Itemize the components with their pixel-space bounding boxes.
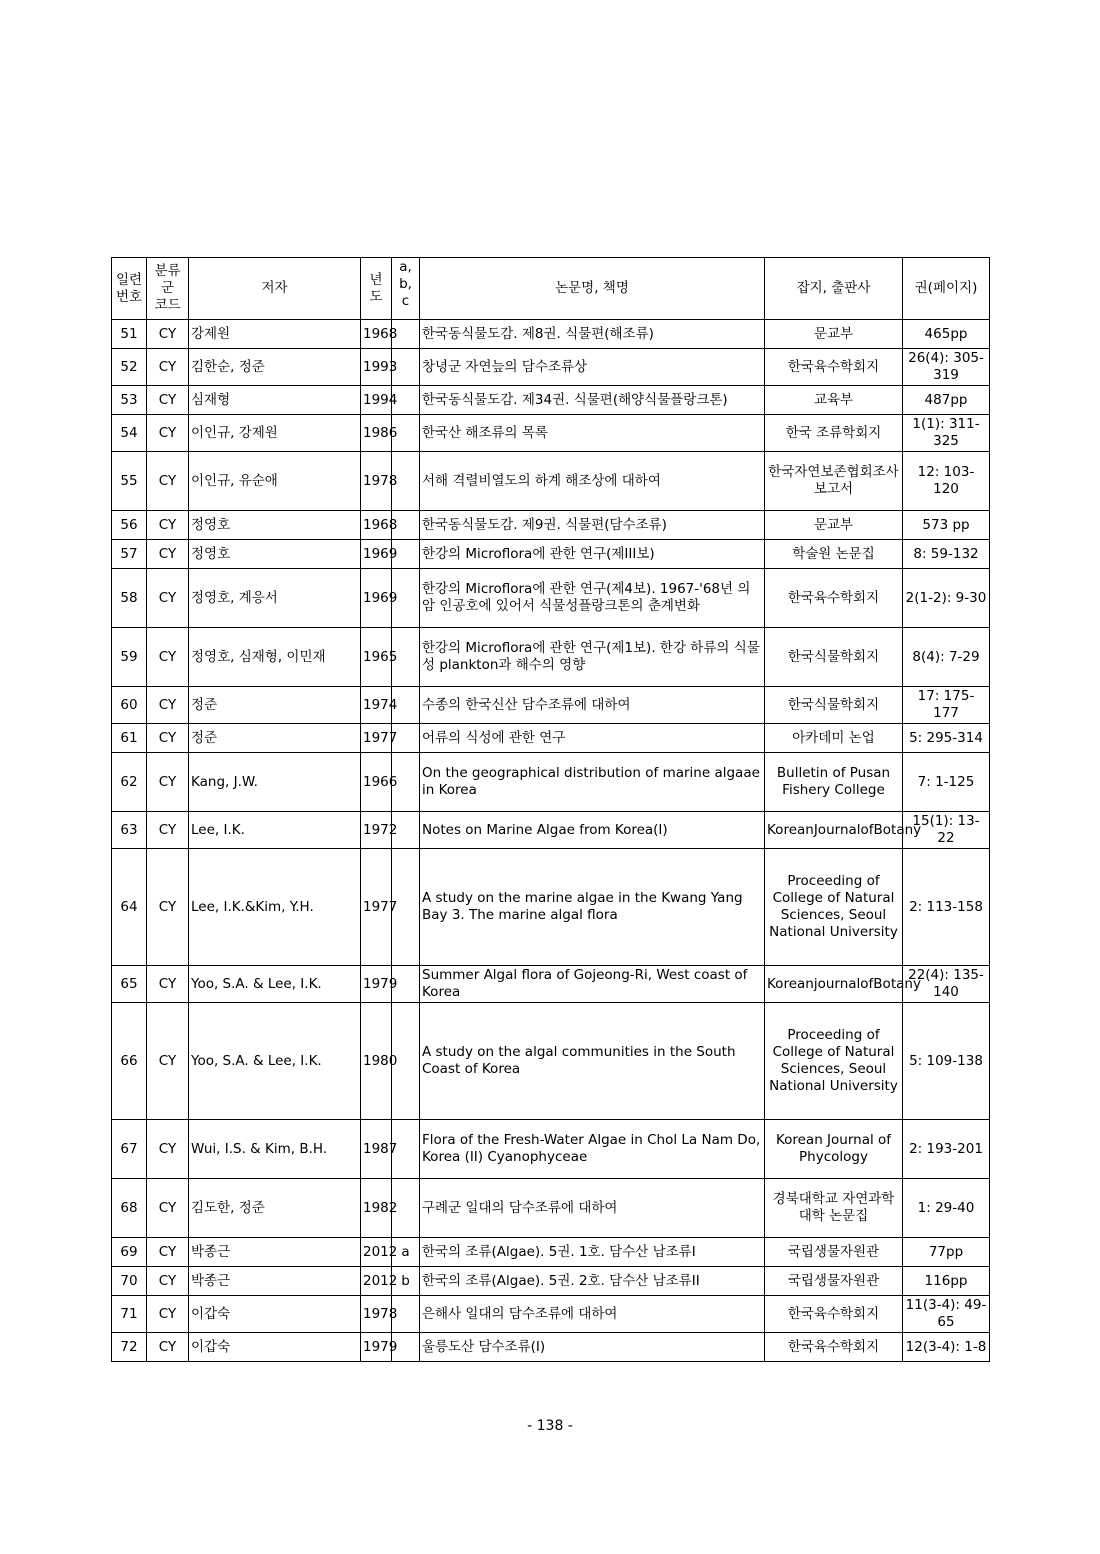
cell-publisher: 한국육수학회지 — [765, 1296, 903, 1333]
cell-volume: 2(1-2): 9-30 — [903, 569, 990, 628]
cell-author: Yoo, S.A. & Lee, I.K. — [189, 966, 361, 1003]
cell-author: 정영호, 심재형, 이민재 — [189, 628, 361, 687]
cell-code: CY — [147, 1179, 189, 1238]
cell-author: Yoo, S.A. & Lee, I.K. — [189, 1003, 361, 1120]
table-row — [112, 628, 990, 687]
cell-title: 울릉도산 담수조류(I) — [420, 1333, 765, 1362]
cell-volume: 573 pp — [903, 511, 990, 540]
cell-publisher: Proceeding of College of Natural Sciences, Seoul National University — [765, 1003, 903, 1120]
cell-publisher: Korean Journal of Phycology — [765, 1120, 903, 1179]
col-header-code: 분류군 코드 — [147, 258, 189, 320]
cell-publisher: Bulletin of Pusan Fishery College — [765, 753, 903, 812]
cell-title: 구례군 일대의 담수조류에 대하여 — [420, 1179, 765, 1238]
col-header-volume: 권(페이지) — [903, 258, 990, 320]
table-row — [112, 320, 990, 349]
cell-year: 1966 — [361, 753, 392, 812]
cell-publisher: 한국육수학회지 — [765, 349, 903, 386]
cell-volume: 2: 193-201 — [903, 1120, 990, 1179]
cell-author: 김도한, 정준 — [189, 1179, 361, 1238]
cell-author: Kang, J.W. — [189, 753, 361, 812]
cell-code: CY — [147, 849, 189, 966]
cell-no: 67 — [112, 1120, 147, 1179]
col-header-title: 논문명, 책명 — [420, 258, 765, 320]
cell-author: 이갑숙 — [189, 1296, 361, 1333]
reference-table — [111, 257, 990, 1362]
cell-volume: 5: 295-314 — [903, 724, 990, 753]
cell-code: CY — [147, 628, 189, 687]
col-header-year: 년도 — [361, 258, 392, 320]
cell-title: 한국산 해조류의 목록 — [420, 415, 765, 452]
cell-author: 박종근 — [189, 1238, 361, 1267]
cell-no: 56 — [112, 511, 147, 540]
table-row — [112, 1267, 990, 1296]
col-header-abc: a, b, c — [392, 258, 420, 320]
cell-no: 63 — [112, 812, 147, 849]
table-row — [112, 1296, 990, 1333]
cell-publisher: 국립생물자원관 — [765, 1267, 903, 1296]
table-row — [112, 386, 990, 415]
cell-author: 정준 — [189, 724, 361, 753]
cell-title: Summer Algal flora of Gojeong-Ri, West coast of Korea — [420, 966, 765, 1003]
table-row — [112, 511, 990, 540]
cell-volume: 12(3-4): 1-8 — [903, 1333, 990, 1362]
cell-abc: a — [392, 1238, 420, 1267]
cell-year: 1986 — [361, 415, 392, 452]
cell-publisher: 한국육수학회지 — [765, 1333, 903, 1362]
cell-no: 57 — [112, 540, 147, 569]
cell-code: CY — [147, 569, 189, 628]
cell-author: 정영호, 계응서 — [189, 569, 361, 628]
cell-no: 54 — [112, 415, 147, 452]
cell-year: 1965 — [361, 628, 392, 687]
table-row — [112, 540, 990, 569]
cell-volume: 26(4): 305-319 — [903, 349, 990, 386]
cell-code: CY — [147, 540, 189, 569]
col-header-no: 일련 번호 — [112, 258, 147, 320]
cell-code: CY — [147, 1296, 189, 1333]
cell-title: 한강의 Microflora에 관한 연구(제4보). 1967-'68년 의암 인공호에 있어서 식물성플랑크톤의 춘계변화 — [420, 569, 765, 628]
table-row — [112, 415, 990, 452]
cell-no: 66 — [112, 1003, 147, 1120]
cell-year: 1977 — [361, 849, 392, 966]
col-header-author: 저자 — [189, 258, 361, 320]
cell-year: 1974 — [361, 687, 392, 724]
cell-year: 1980 — [361, 1003, 392, 1120]
cell-author: 정영호 — [189, 540, 361, 569]
cell-title: 한강의 Microflora에 관한 연구(제1보). 한강 하류의 식물성 plankton과 해수의 영향 — [420, 628, 765, 687]
cell-no: 60 — [112, 687, 147, 724]
cell-publisher: 문교부 — [765, 320, 903, 349]
cell-publisher: 경북대학교 자연과학대학 논문집 — [765, 1179, 903, 1238]
cell-code: CY — [147, 349, 189, 386]
header-row — [112, 258, 990, 320]
cell-author: 강제원 — [189, 320, 361, 349]
cell-no: 51 — [112, 320, 147, 349]
cell-no: 53 — [112, 386, 147, 415]
cell-no: 70 — [112, 1267, 147, 1296]
cell-code: CY — [147, 1333, 189, 1362]
cell-code: CY — [147, 511, 189, 540]
cell-publisher: KoreanjournalofBotany — [765, 966, 903, 1003]
cell-no: 62 — [112, 753, 147, 812]
cell-year: 1977 — [361, 724, 392, 753]
cell-author: Wui, I.S. & Kim, B.H. — [189, 1120, 361, 1179]
cell-year: 1972 — [361, 812, 392, 849]
cell-volume: 465pp — [903, 320, 990, 349]
cell-no: 59 — [112, 628, 147, 687]
cell-publisher: 교육부 — [765, 386, 903, 415]
table-row — [112, 849, 990, 966]
cell-volume: 77pp — [903, 1238, 990, 1267]
cell-publisher: 한국식물학회지 — [765, 628, 903, 687]
cell-publisher: 한국식물학회지 — [765, 687, 903, 724]
cell-code: CY — [147, 724, 189, 753]
cell-title: Flora of the Fresh-Water Algae in Chol La Nam Do, Korea (II) Cyanophyceae — [420, 1120, 765, 1179]
cell-volume: 487pp — [903, 386, 990, 415]
cell-volume: 2: 113-158 — [903, 849, 990, 966]
cell-no: 65 — [112, 966, 147, 1003]
cell-title: 한국의 조류(Algae). 5권. 1호. 담수산 남조류I — [420, 1238, 765, 1267]
cell-no: 52 — [112, 349, 147, 386]
cell-no: 58 — [112, 569, 147, 628]
cell-title: 한강의 Microflora에 관한 연구(제III보) — [420, 540, 765, 569]
cell-no: 69 — [112, 1238, 147, 1267]
table-row — [112, 724, 990, 753]
cell-year: 1978 — [361, 452, 392, 511]
cell-title: 창녕군 자연늪의 담수조류상 — [420, 349, 765, 386]
cell-code: CY — [147, 1267, 189, 1296]
cell-volume: 17: 175-177 — [903, 687, 990, 724]
cell-year: 1987 — [361, 1120, 392, 1179]
cell-author: 정영호 — [189, 511, 361, 540]
cell-publisher: 문교부 — [765, 511, 903, 540]
cell-title: 은해사 일대의 담수조류에 대하여 — [420, 1296, 765, 1333]
cell-author: Lee, I.K. — [189, 812, 361, 849]
table-row — [112, 966, 990, 1003]
page-number: - 138 - — [527, 1418, 573, 1434]
cell-volume: 116pp — [903, 1267, 990, 1296]
cell-publisher: 한국자연보존협회조사보고서 — [765, 452, 903, 511]
cell-title: Notes on Marine Algae from Korea(I) — [420, 812, 765, 849]
cell-volume: 12: 103-120 — [903, 452, 990, 511]
cell-volume: 8(4): 7-29 — [903, 628, 990, 687]
cell-no: 72 — [112, 1333, 147, 1362]
cell-no: 61 — [112, 724, 147, 753]
cell-title: 수종의 한국신산 담수조류에 대하여 — [420, 687, 765, 724]
cell-year: 1979 — [361, 966, 392, 1003]
cell-code: CY — [147, 966, 189, 1003]
table-row — [112, 1120, 990, 1179]
table-body — [112, 320, 990, 1362]
cell-code: CY — [147, 320, 189, 349]
cell-author: 이인규, 유순애 — [189, 452, 361, 511]
table-row — [112, 687, 990, 724]
cell-author: 심재형 — [189, 386, 361, 415]
cell-code: CY — [147, 386, 189, 415]
cell-code: CY — [147, 1120, 189, 1179]
table-row — [112, 452, 990, 511]
cell-title: 서해 격렬비열도의 하계 해조상에 대하여 — [420, 452, 765, 511]
cell-year: 1994 — [361, 386, 392, 415]
cell-title: 어류의 식성에 관한 연구 — [420, 724, 765, 753]
cell-no: 55 — [112, 452, 147, 511]
cell-volume: 15(1): 13-22 — [903, 812, 990, 849]
cell-abc: b — [392, 1267, 420, 1296]
cell-year: 1978 — [361, 1296, 392, 1333]
table-row — [112, 349, 990, 386]
cell-year: 1993 — [361, 349, 392, 386]
cell-publisher: 국립생물자원관 — [765, 1238, 903, 1267]
cell-title: 한국동식물도감. 제34권. 식물편(해양식물플랑크톤) — [420, 386, 765, 415]
cell-publisher: KoreanJournalofBotany — [765, 812, 903, 849]
cell-volume: 22(4): 135-140 — [903, 966, 990, 1003]
cell-no: 68 — [112, 1179, 147, 1238]
cell-publisher: 학술원 논문집 — [765, 540, 903, 569]
cell-title: A study on the algal communities in the South Coast of Korea — [420, 1003, 765, 1120]
cell-title: On the geographical distribution of marine algaae in Korea — [420, 753, 765, 812]
cell-volume: 11(3-4): 49-65 — [903, 1296, 990, 1333]
cell-year: 1968 — [361, 320, 392, 349]
cell-code: CY — [147, 687, 189, 724]
cell-code: CY — [147, 1003, 189, 1120]
cell-year: 1982 — [361, 1179, 392, 1238]
cell-title: 한국동식물도감. 제9권. 식물편(담수조류) — [420, 511, 765, 540]
cell-volume: 1(1): 311-325 — [903, 415, 990, 452]
table-row — [112, 1179, 990, 1238]
cell-publisher: 한국 조류학회지 — [765, 415, 903, 452]
cell-author: 박종근 — [189, 1267, 361, 1296]
cell-volume: 1: 29-40 — [903, 1179, 990, 1238]
cell-author: 이갑숙 — [189, 1333, 361, 1362]
cell-author: 김한순, 정준 — [189, 349, 361, 386]
cell-code: CY — [147, 1238, 189, 1267]
cell-author: 이인규, 강제원 — [189, 415, 361, 452]
cell-year: 1979 — [361, 1333, 392, 1362]
cell-author: Lee, I.K.&Kim, Y.H. — [189, 849, 361, 966]
cell-year: 1968 — [361, 511, 392, 540]
cell-no: 71 — [112, 1296, 147, 1333]
table-row — [112, 753, 990, 812]
cell-year: 2012 — [361, 1238, 392, 1267]
cell-publisher: 아카데미 논업 — [765, 724, 903, 753]
cell-volume: 5: 109-138 — [903, 1003, 990, 1120]
table-row — [112, 1333, 990, 1362]
cell-code: CY — [147, 812, 189, 849]
cell-year: 1969 — [361, 540, 392, 569]
cell-title: 한국의 조류(Algae). 5권. 2호. 담수산 남조류II — [420, 1267, 765, 1296]
cell-title: A study on the marine algae in the Kwang Yang Bay 3. The marine algal flora — [420, 849, 765, 966]
cell-year: 1969 — [361, 569, 392, 628]
table-row — [112, 1003, 990, 1120]
cell-volume: 8: 59-132 — [903, 540, 990, 569]
cell-author: 정준 — [189, 687, 361, 724]
table-row — [112, 569, 990, 628]
cell-code: CY — [147, 753, 189, 812]
table-row — [112, 812, 990, 849]
cell-year: 2012 — [361, 1267, 392, 1296]
cell-no: 64 — [112, 849, 147, 966]
col-header-publisher: 잡지, 출판사 — [765, 258, 903, 320]
cell-publisher: Proceeding of College of Natural Sciences, Seoul National University — [765, 849, 903, 966]
cell-code: CY — [147, 415, 189, 452]
cell-publisher: 한국육수학회지 — [765, 569, 903, 628]
table-row — [112, 1238, 990, 1267]
cell-volume: 7: 1-125 — [903, 753, 990, 812]
cell-title: 한국동식물도감. 제8권. 식물편(해조류) — [420, 320, 765, 349]
cell-code: CY — [147, 452, 189, 511]
